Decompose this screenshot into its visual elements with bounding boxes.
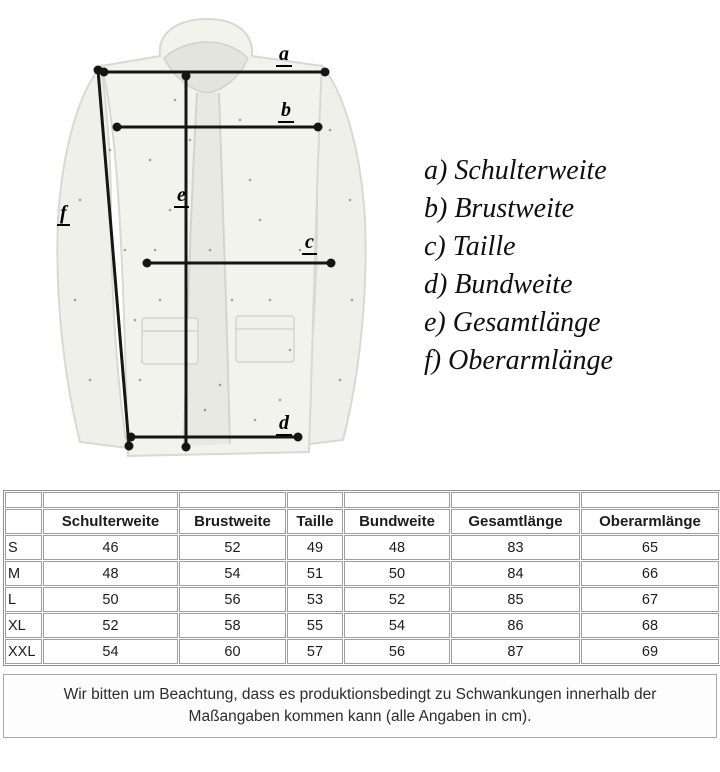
legend-item-brustweite: b) Brustweite xyxy=(424,193,575,224)
size-value: 66 xyxy=(581,561,719,586)
size-table-section xyxy=(0,488,720,666)
header-schulterweite: Schulterweite xyxy=(43,509,178,534)
cardigan-illustration xyxy=(0,0,430,490)
tolerance-note-line2: Maßangaben kommen kann (alle Angaben in cm). xyxy=(188,708,532,725)
legend-item-taille: c) Taille xyxy=(424,231,516,262)
legend-item-oberarmlaenge: f) Oberarmlänge xyxy=(424,345,613,376)
table-spacer-cell xyxy=(344,492,450,508)
size-value: 85 xyxy=(451,587,580,612)
table-spacer-cell xyxy=(5,492,42,508)
size-label: XXL xyxy=(5,639,42,664)
size-label: S xyxy=(5,535,42,560)
left-pocket xyxy=(142,318,198,364)
size-value: 49 xyxy=(287,535,343,560)
header-taille: Taille xyxy=(287,509,343,534)
table-row-xl xyxy=(5,613,719,638)
size-value: 83 xyxy=(451,535,580,560)
measurement-legend xyxy=(424,152,613,380)
header-empty xyxy=(5,509,42,534)
size-table xyxy=(3,490,720,666)
size-value: 52 xyxy=(43,613,178,638)
header-oberarmlaenge: Oberarmlänge xyxy=(581,509,719,534)
measure-label-c: c xyxy=(302,232,317,255)
size-label: M xyxy=(5,561,42,586)
legend-item-gesamtlaenge: e) Gesamtlänge xyxy=(424,307,601,338)
measure-label-d: d xyxy=(276,413,292,436)
size-value: 87 xyxy=(451,639,580,664)
size-value: 57 xyxy=(287,639,343,664)
header-gesamtlaenge: Gesamtlänge xyxy=(451,509,580,534)
size-value: 65 xyxy=(581,535,719,560)
measure-label-a: a xyxy=(276,44,292,67)
size-value: 69 xyxy=(581,639,719,664)
size-value: 50 xyxy=(43,587,178,612)
table-spacer-row xyxy=(5,492,719,508)
size-value: 67 xyxy=(581,587,719,612)
table-spacer-cell xyxy=(287,492,343,508)
size-value: 46 xyxy=(43,535,178,560)
header-bundweite: Bundweite xyxy=(344,509,450,534)
table-spacer-cell xyxy=(179,492,286,508)
size-value: 50 xyxy=(344,561,450,586)
size-value: 51 xyxy=(287,561,343,586)
size-value: 56 xyxy=(344,639,450,664)
table-spacer-cell xyxy=(451,492,580,508)
measure-label-e: e xyxy=(174,185,189,208)
measure-label-f: f xyxy=(57,203,70,226)
size-value: 84 xyxy=(451,561,580,586)
size-value: 86 xyxy=(451,613,580,638)
size-value: 53 xyxy=(287,587,343,612)
size-value: 55 xyxy=(287,613,343,638)
size-value: 52 xyxy=(344,587,450,612)
size-value: 68 xyxy=(581,613,719,638)
tolerance-note xyxy=(3,674,717,738)
legend-item-bundweite: d) Bundweite xyxy=(424,269,573,300)
size-value: 48 xyxy=(43,561,178,586)
tolerance-note-line1: Wir bitten um Beachtung, dass es produktionsbedingt zu Schwankungen innerhalb der xyxy=(63,686,657,703)
size-label: XL xyxy=(5,613,42,638)
header-brustweite: Brustweite xyxy=(179,509,286,534)
size-value: 60 xyxy=(179,639,286,664)
table-row-xxl xyxy=(5,639,719,664)
legend-item-schulterweite: a) Schulterweite xyxy=(424,155,607,186)
size-value: 54 xyxy=(179,561,286,586)
size-value: 58 xyxy=(179,613,286,638)
size-value: 54 xyxy=(43,639,178,664)
table-spacer-cell xyxy=(43,492,178,508)
table-header-row xyxy=(5,509,719,534)
table-row-l xyxy=(5,587,719,612)
table-row-m xyxy=(5,561,719,586)
measure-label-b: b xyxy=(278,100,294,123)
size-value: 52 xyxy=(179,535,286,560)
size-value: 56 xyxy=(179,587,286,612)
size-value: 48 xyxy=(344,535,450,560)
table-row-s xyxy=(5,535,719,560)
table-spacer-cell xyxy=(581,492,719,508)
size-value: 54 xyxy=(344,613,450,638)
right-pocket xyxy=(236,316,294,362)
size-label: L xyxy=(5,587,42,612)
